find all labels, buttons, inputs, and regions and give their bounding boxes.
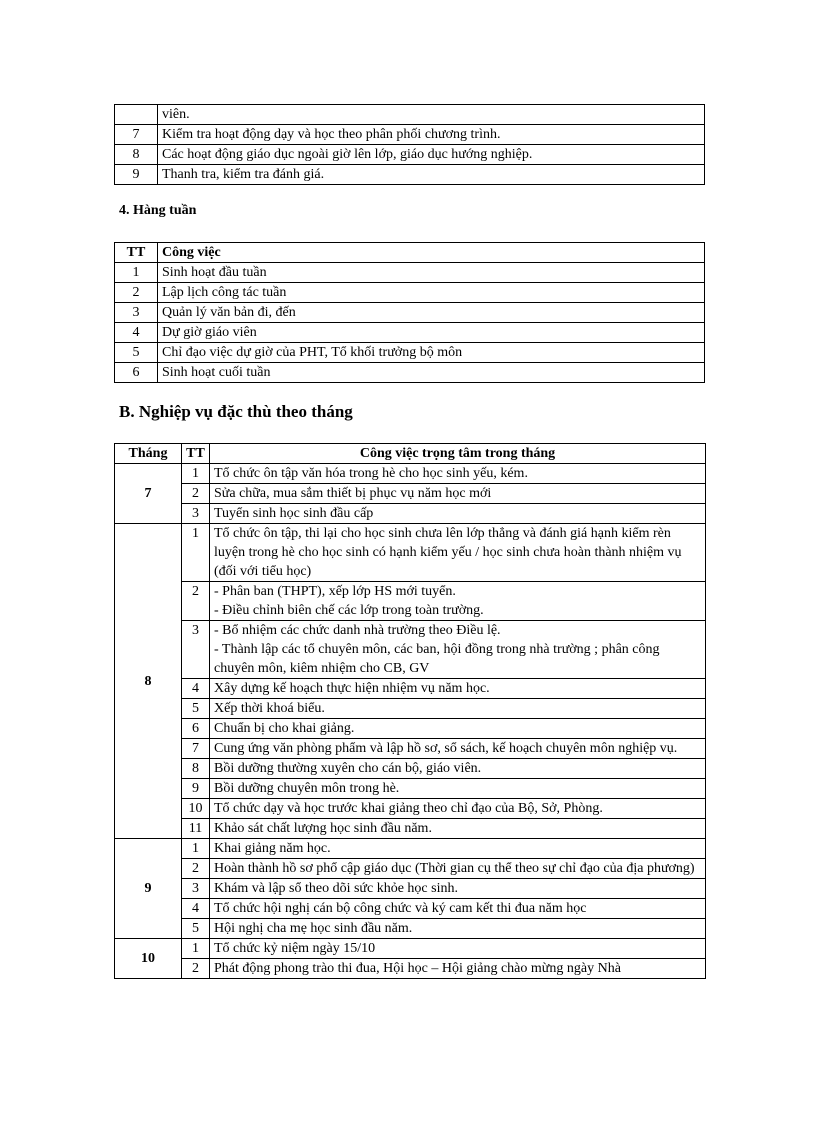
table-row [115, 125, 705, 145]
table-row [115, 303, 705, 323]
row-text: Tổ chức ôn tập văn hóa trong hè cho học sinh yếu, kém. [210, 464, 706, 484]
table-row [115, 719, 706, 739]
table-row [115, 839, 706, 859]
row-text: Sửa chữa, mua sắm thiết bị phục vụ năm học mới [210, 484, 706, 504]
table-row [115, 263, 705, 283]
row-text: Lập lịch công tác tuần [158, 283, 705, 303]
row-number: 6 [182, 719, 210, 739]
row-text-line: - Bổ nhiệm các chức danh nhà trường theo Điều lệ. [214, 623, 501, 638]
table-row [115, 524, 706, 582]
month-cell: 8 [115, 524, 182, 839]
table-weekly [114, 242, 705, 383]
row-text: Tuyển sinh học sinh đầu cấp [210, 504, 706, 524]
table-row [115, 343, 705, 363]
table-row [115, 879, 706, 899]
row-number: 2 [182, 959, 210, 979]
row-text: Tổ chức ôn tập, thi lại cho học sinh chưa lên lớp thẳng và đánh giá hạnh kiểm rèn luyện trong hè cho học sinh có hạnh kiểm yếu / học sinh chưa hoàn thành nhiệm vụ (đối với tiểu học) [210, 524, 706, 582]
row-text: Tổ chức dạy và học trước khai giảng theo chỉ đạo của Bộ, Sở, Phòng. [210, 799, 706, 819]
table-row [115, 699, 706, 719]
row-number: 5 [182, 919, 210, 939]
row-number: 1 [182, 939, 210, 959]
table-row [115, 939, 706, 959]
row-text: Quản lý văn bản đi, đến [158, 303, 705, 323]
row-text: Chuẩn bị cho khai giảng. [210, 719, 706, 739]
row-text: Khai giảng năm học. [210, 839, 706, 859]
row-number: 1 [182, 524, 210, 582]
table-row [115, 323, 705, 343]
row-text: Hội nghị cha mẹ học sinh đầu năm. [210, 919, 706, 939]
table-row [115, 779, 706, 799]
row-text: Cung ứng văn phòng phẩm và lập hồ sơ, sổ sách, kế hoạch chuyên môn nghiệp vụ. [210, 739, 706, 759]
table-row [115, 145, 705, 165]
table-row [115, 759, 706, 779]
table-row [115, 959, 706, 979]
table-row [115, 679, 706, 699]
row-text: Bồi dưỡng chuyên môn trong hè. [210, 779, 706, 799]
table-header-row [115, 444, 706, 464]
month-cell: 7 [115, 464, 182, 524]
column-header-tt: TT [182, 444, 210, 464]
row-number: 2 [182, 582, 210, 621]
row-number: 1 [182, 464, 210, 484]
row-number: 1 [182, 839, 210, 859]
row-number: 2 [115, 283, 158, 303]
row-number: 11 [182, 819, 210, 839]
table-row [115, 504, 706, 524]
row-text: Sinh hoạt cuối tuần [158, 363, 705, 383]
row-number: 4 [182, 679, 210, 699]
table-row [115, 464, 706, 484]
row-text: Xếp thời khoá biểu. [210, 699, 706, 719]
row-number: 3 [182, 621, 210, 679]
row-number: 9 [182, 779, 210, 799]
row-number: 9 [115, 165, 158, 185]
row-number: 8 [182, 759, 210, 779]
table-row [115, 621, 706, 679]
table-header-row [115, 243, 705, 263]
table-row [115, 582, 706, 621]
table-row [115, 363, 705, 383]
column-header-tt: TT [115, 243, 158, 263]
row-text: Sinh hoạt đầu tuần [158, 263, 705, 283]
row-text: Kiểm tra hoạt động dạy và học theo phân phối chương trình. [158, 125, 705, 145]
row-number: 3 [182, 504, 210, 524]
row-text: Hoàn thành hồ sơ phổ cập giáo dục (Thời gian cụ thể theo sự chỉ đạo của địa phương) [210, 859, 706, 879]
row-number: 6 [115, 363, 158, 383]
table-row [115, 739, 706, 759]
row-number: 3 [182, 879, 210, 899]
table-monthly [114, 443, 706, 979]
table-row [115, 859, 706, 879]
row-text: Tổ chức hội nghị cán bộ công chức và ký cam kết thi đua năm học [210, 899, 706, 919]
row-number: 2 [182, 859, 210, 879]
row-text: Bồi dưỡng thường xuyên cho cán bộ, giáo viên. [210, 759, 706, 779]
month-cell: 9 [115, 839, 182, 939]
row-text-line: - Phân ban (THPT), xếp lớp HS mới tuyển. [214, 584, 456, 599]
row-number: 7 [182, 739, 210, 759]
row-number: 5 [182, 699, 210, 719]
row-number: 5 [115, 343, 158, 363]
table-row [115, 105, 705, 125]
row-text: Tổ chức kỷ niệm ngày 15/10 [210, 939, 706, 959]
row-number: 2 [182, 484, 210, 504]
row-text-line: - Điều chỉnh biên chế các lớp trong toàn trường. [214, 603, 484, 618]
row-text: Phát động phong trào thi đua, Hội học – Hội giảng chào mừng ngày Nhà [210, 959, 706, 979]
table-row [115, 283, 705, 303]
table-row [115, 484, 706, 504]
row-number: 10 [182, 799, 210, 819]
row-text: Dự giờ giáo viên [158, 323, 705, 343]
row-number: 1 [115, 263, 158, 283]
column-header-work: Công việc trọng tâm trong tháng [210, 444, 706, 464]
table-continuation [114, 104, 705, 185]
row-number: 7 [115, 125, 158, 145]
row-text: Xây dựng kế hoạch thực hiện nhiệm vụ năm học. [210, 679, 706, 699]
row-text: Thanh tra, kiểm tra đánh giá. [158, 165, 705, 185]
table-row [115, 165, 705, 185]
row-text: viên. [158, 105, 705, 125]
table-row [115, 919, 706, 939]
column-header-month: Tháng [115, 444, 182, 464]
section-heading-monthly: B. Nghiệp vụ đặc thù theo tháng [119, 402, 353, 421]
row-text: Chỉ đạo việc dự giờ của PHT, Tổ khối trưởng bộ môn [158, 343, 705, 363]
month-cell: 10 [115, 939, 182, 979]
row-text-line: - Thành lập các tổ chuyên môn, các ban, hội đồng trong nhà trường ; phân công chuyên môn, kiêm nhiệm cho CB, GV [214, 642, 660, 676]
table-row [115, 819, 706, 839]
row-number: 3 [115, 303, 158, 323]
row-number: 4 [182, 899, 210, 919]
row-text: Khảo sát chất lượng học sinh đầu năm. [210, 819, 706, 839]
table-row [115, 799, 706, 819]
row-text: Khám và lập sổ theo dõi sức khỏe học sinh. [210, 879, 706, 899]
row-number: 8 [115, 145, 158, 165]
column-header-work: Công việc [158, 243, 705, 263]
row-number: 4 [115, 323, 158, 343]
row-text-multi [210, 582, 706, 621]
section-heading-weekly: 4. Hàng tuần [119, 203, 197, 218]
row-text-multi [210, 621, 706, 679]
row-text: Các hoạt động giáo dục ngoài giờ lên lớp, giáo dục hướng nghiệp. [158, 145, 705, 165]
table-row [115, 899, 706, 919]
row-number [115, 105, 158, 125]
